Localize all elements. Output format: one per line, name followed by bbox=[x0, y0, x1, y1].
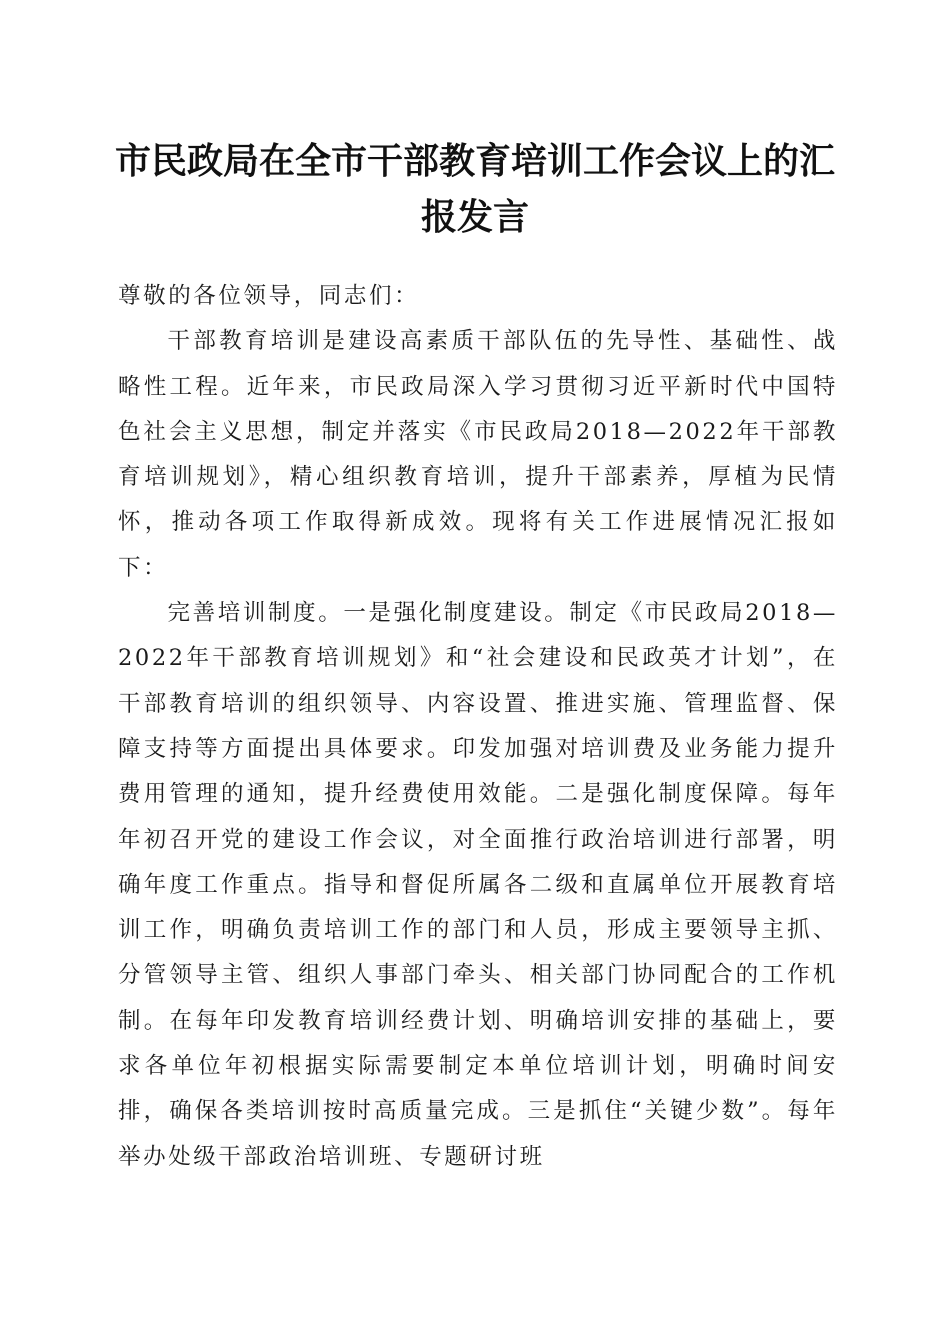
salutation: 尊敬的各位领导，同志们： bbox=[118, 283, 420, 309]
paragraph: 干部教育培训是建设高素质干部队伍的先导性、基础性、战略性工程。近年来，市民政局深入学习贯彻习近平新时代中国特色社会主义思想，制定并落实《市民政局2018—2022年干部教育培训规划》，精心组织教育培训，提升干部素养，厚植为民情怀，推动各项工作取得新成效。现将有关工作进展情况汇报如下： bbox=[118, 328, 838, 581]
paragraph: 完善培训制度。一是强化制度建设。制定《市民政局2018—2022年干部教育培训规划》和“社会建设和民政英才计划”，在干部教育培训的组织领导、内容设置、推进实施、管理监督、保障支持等方面提出具体要求。印发加强对培训费及业务能力提升费用管理的通知，提升经费使用效能。二是强化制度保障。每年年初召开党的建设工作会议，对全面推行政治培训进行部署，明确年度工作重点。指导和督促所属各二级和直属单位开展教育培训工作，明确负责培训工作的部门和人员，形成主要领导主抓、分管领导主管、组织人事部门牵头、相关部门协同配合的工作机制。在每年印发教育培训经费计划、明确培训安排的基础上，要求各单位年初根据实际需要制定本单位培训计划，明确时间安排，确保各类培训按时高质量完成。三是抓住“关键少数”。每年举办处级干部政治培训班、专题研讨班 bbox=[118, 600, 838, 1170]
document-body bbox=[118, 274, 838, 1180]
document-title: 市民政局在全市干部教育培训工作会议上的汇报发言 bbox=[114, 140, 835, 238]
